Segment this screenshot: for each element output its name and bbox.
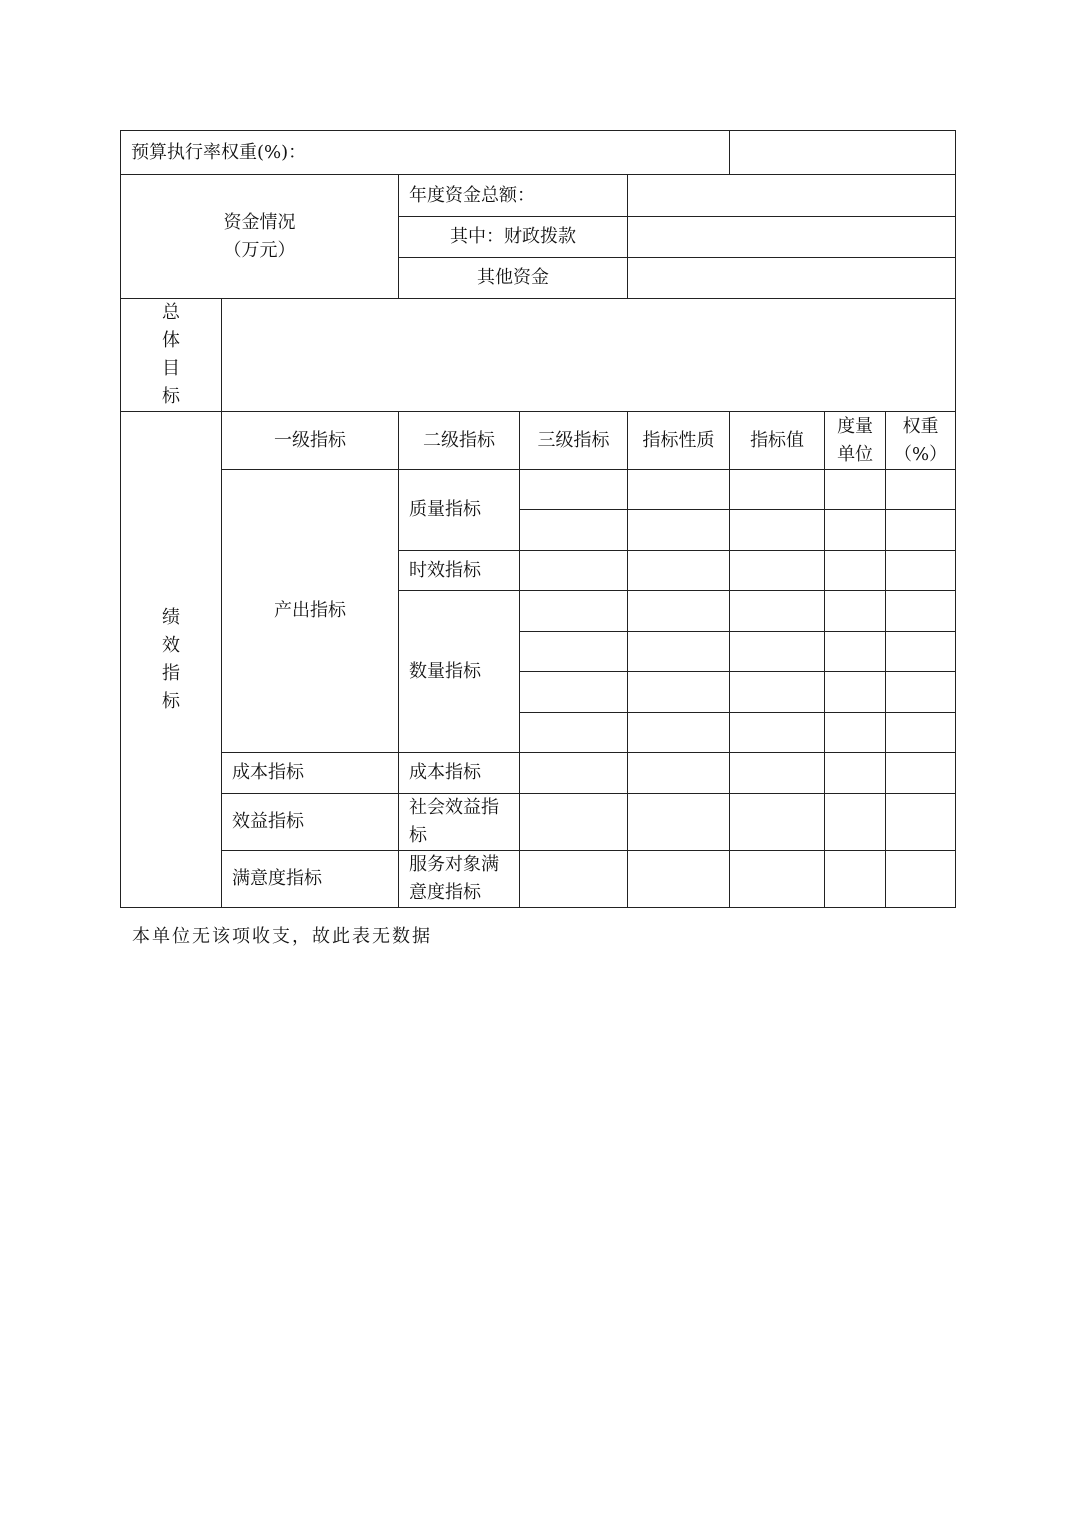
table-cell bbox=[520, 510, 628, 551]
indicator-row bbox=[121, 851, 956, 908]
table-cell bbox=[520, 551, 628, 591]
table-cell bbox=[825, 632, 886, 672]
performance-char: 效 bbox=[162, 634, 180, 656]
funding-label-line2: （万元） bbox=[223, 239, 296, 261]
budget-rate-label: 预算执行率权重(%)： bbox=[121, 131, 730, 175]
table-cell bbox=[730, 753, 825, 794]
indicator-row bbox=[121, 753, 956, 794]
cost-indicator-level1: 成本指标 bbox=[222, 753, 399, 794]
header-weight bbox=[886, 412, 956, 470]
budget-rate-row bbox=[121, 131, 956, 175]
funding-total-value bbox=[628, 175, 956, 217]
table-cell bbox=[520, 632, 628, 672]
header-weight-line1: 权重 bbox=[902, 415, 939, 437]
table-cell bbox=[825, 851, 886, 908]
header-unit-line2: 单位 bbox=[837, 443, 874, 465]
table-cell bbox=[825, 470, 886, 510]
funding-fiscal-value bbox=[628, 217, 956, 258]
table-cell bbox=[730, 551, 825, 591]
table-cell bbox=[520, 672, 628, 713]
benefit-indicator-level2: 社会效益指标 bbox=[399, 794, 520, 851]
indicator-row bbox=[121, 794, 956, 851]
header-unit bbox=[825, 412, 886, 470]
table-cell bbox=[886, 713, 956, 753]
table-cell bbox=[520, 591, 628, 632]
funding-other-label: 其他资金 bbox=[399, 258, 628, 299]
table-cell bbox=[520, 713, 628, 753]
output-indicator-label: 产出指标 bbox=[222, 470, 399, 753]
table-cell bbox=[628, 510, 730, 551]
satisfaction-indicator-level2: 服务对象满意度指标 bbox=[399, 851, 520, 908]
budget-rate-value bbox=[730, 131, 956, 175]
table-cell bbox=[886, 510, 956, 551]
cost-indicator-level2: 成本指标 bbox=[399, 753, 520, 794]
overall-goal-char: 体 bbox=[162, 330, 180, 351]
no-data-note: 本单位无该项收支，故此表无数据 bbox=[132, 926, 432, 947]
table-cell bbox=[628, 470, 730, 510]
table-cell bbox=[886, 591, 956, 632]
quality-indicator-label: 质量指标 bbox=[399, 470, 520, 551]
header-weight-line2: （%） bbox=[894, 443, 948, 465]
table-cell bbox=[825, 672, 886, 713]
benefit-indicator-level1: 效益指标 bbox=[222, 794, 399, 851]
table-cell bbox=[730, 713, 825, 753]
indicator-row bbox=[121, 470, 956, 510]
funding-total-label: 年度资金总额： bbox=[399, 175, 628, 217]
overall-goal-row bbox=[121, 299, 956, 412]
overall-goal-char: 总 bbox=[162, 302, 180, 323]
table-cell bbox=[628, 632, 730, 672]
performance-char: 绩 bbox=[162, 606, 180, 628]
table-cell bbox=[886, 851, 956, 908]
table-cell bbox=[520, 470, 628, 510]
table-cell bbox=[825, 551, 886, 591]
table-cell bbox=[628, 591, 730, 632]
table-cell bbox=[886, 470, 956, 510]
overall-goal-label bbox=[121, 299, 222, 412]
indicator-header-row bbox=[121, 412, 956, 470]
header-nature: 指标性质 bbox=[628, 412, 730, 470]
table-cell bbox=[886, 794, 956, 851]
table-cell bbox=[886, 753, 956, 794]
table-cell bbox=[730, 632, 825, 672]
table-cell bbox=[730, 851, 825, 908]
table-cell bbox=[520, 851, 628, 908]
table-cell bbox=[886, 551, 956, 591]
funding-label-line1: 资金情况 bbox=[223, 211, 296, 233]
performance-indicator-label bbox=[121, 412, 222, 908]
table-cell bbox=[730, 470, 825, 510]
table-cell bbox=[730, 510, 825, 551]
header-level1: 一级指标 bbox=[222, 412, 399, 470]
header-unit-line1: 度量 bbox=[837, 415, 874, 437]
performance-char: 标 bbox=[162, 690, 180, 712]
performance-goal-table bbox=[120, 130, 956, 908]
header-level3: 三级指标 bbox=[520, 412, 628, 470]
funding-label bbox=[121, 175, 399, 299]
header-level2: 二级指标 bbox=[399, 412, 520, 470]
table-cell bbox=[628, 753, 730, 794]
table-cell bbox=[520, 794, 628, 851]
table-cell bbox=[520, 753, 628, 794]
table-cell bbox=[730, 672, 825, 713]
table-cell bbox=[730, 794, 825, 851]
funding-fiscal-label: 其中：财政拨款 bbox=[399, 217, 628, 258]
table-cell bbox=[886, 632, 956, 672]
overall-goal-char: 标 bbox=[162, 386, 180, 407]
satisfaction-indicator-level1: 满意度指标 bbox=[222, 851, 399, 908]
table-cell bbox=[825, 794, 886, 851]
quantity-indicator-label: 数量指标 bbox=[399, 591, 520, 753]
table-cell bbox=[628, 713, 730, 753]
overall-goal-char: 目 bbox=[162, 358, 180, 379]
table-cell bbox=[825, 591, 886, 632]
table-cell bbox=[628, 851, 730, 908]
table-cell bbox=[825, 510, 886, 551]
table-cell bbox=[730, 591, 825, 632]
funding-total-row bbox=[121, 175, 956, 217]
overall-goal-value bbox=[222, 299, 956, 412]
header-value: 指标值 bbox=[730, 412, 825, 470]
table-cell bbox=[886, 672, 956, 713]
timeliness-indicator-label: 时效指标 bbox=[399, 551, 520, 591]
table-cell bbox=[628, 794, 730, 851]
table-cell bbox=[628, 551, 730, 591]
funding-other-value bbox=[628, 258, 956, 299]
table-cell bbox=[825, 753, 886, 794]
table-cell bbox=[628, 672, 730, 713]
table-cell bbox=[825, 713, 886, 753]
performance-char: 指 bbox=[162, 662, 180, 684]
